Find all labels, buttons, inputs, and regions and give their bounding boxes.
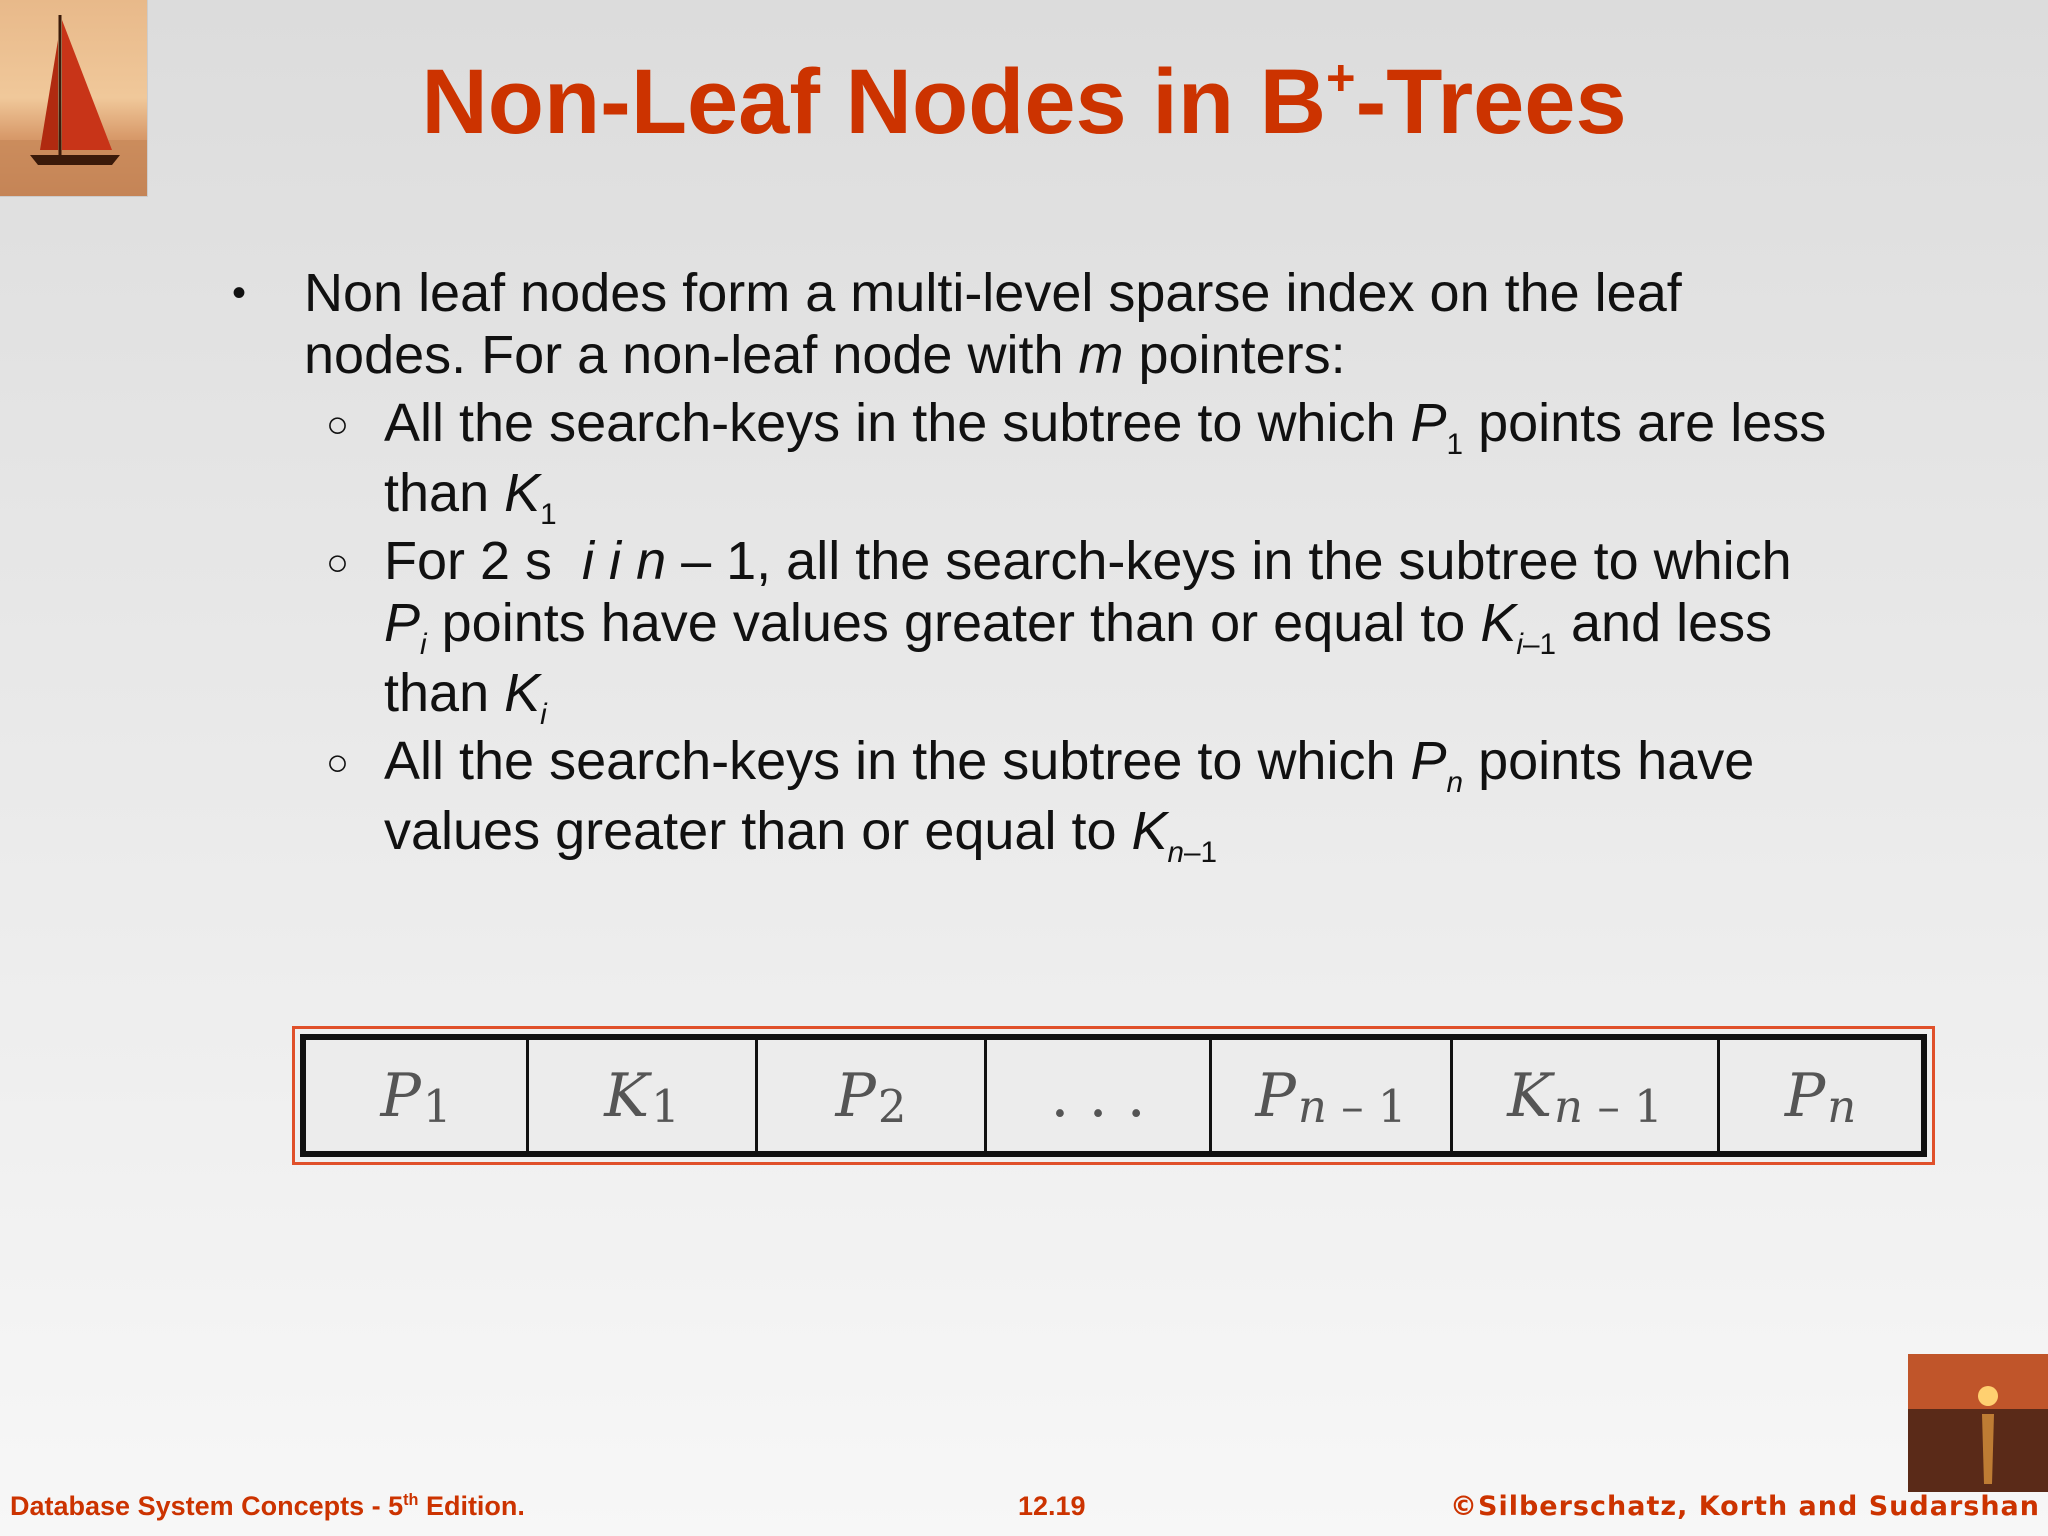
node-cell-k1: K 1 xyxy=(529,1040,758,1151)
sub-bullet-marker: ○ xyxy=(326,542,349,584)
main-bullet xyxy=(232,262,1932,386)
node-cell-p2: P 2 xyxy=(758,1040,987,1151)
main-bullet-line-2: nodes. For a non-leaf node with m pointers: xyxy=(304,325,1346,385)
non-leaf-node-diagram xyxy=(292,1026,1935,1165)
footer-book-title: Database System Concepts - 5th Edition. xyxy=(10,1491,525,1521)
node-cell-pn: P n xyxy=(1784,1060,1857,1134)
sub-bullet-3: ○ All the search-keys in the subtree to which $P_n$ points have values greater than or equal to $K_{n-1}$ xyxy=(326,731,1755,870)
sub-bullet-2: ○ For 2 s i i n – 1, all the search-keys in the subtree to which $P_i$ points have values greater than or equal to $K_{i-1}$ and less than $K_i$ xyxy=(326,531,1792,732)
bullet-marker: • xyxy=(232,271,247,315)
sub-bullet-1: ○ All the search-keys in the subtree to which $P_1$ points are less than $K_1$ xyxy=(326,393,1827,532)
slide-content xyxy=(232,262,1932,870)
node-cell-ellipsis: . . . xyxy=(987,1040,1212,1151)
node-cell-pn-1: P n – 1 xyxy=(1212,1040,1453,1151)
sub-bullet-marker: ○ xyxy=(326,404,349,446)
footer-copyright: ©Silberschatz, Korth and Sudarshan xyxy=(1450,1491,2040,1522)
main-bullet-line-1: Non leaf nodes form a multi-level sparse index on the leaf xyxy=(304,263,1682,323)
sub-bullet-marker: ○ xyxy=(326,742,349,784)
page-title: Non-Leaf Nodes in B+-Trees xyxy=(421,49,1627,153)
footer-page-number: 12.19 xyxy=(1018,1491,1086,1521)
sunset-corner-image xyxy=(1908,1354,2048,1492)
node-cell-p1: P 1 xyxy=(306,1040,529,1151)
node-cell-kn-1: K n – 1 xyxy=(1453,1040,1720,1151)
